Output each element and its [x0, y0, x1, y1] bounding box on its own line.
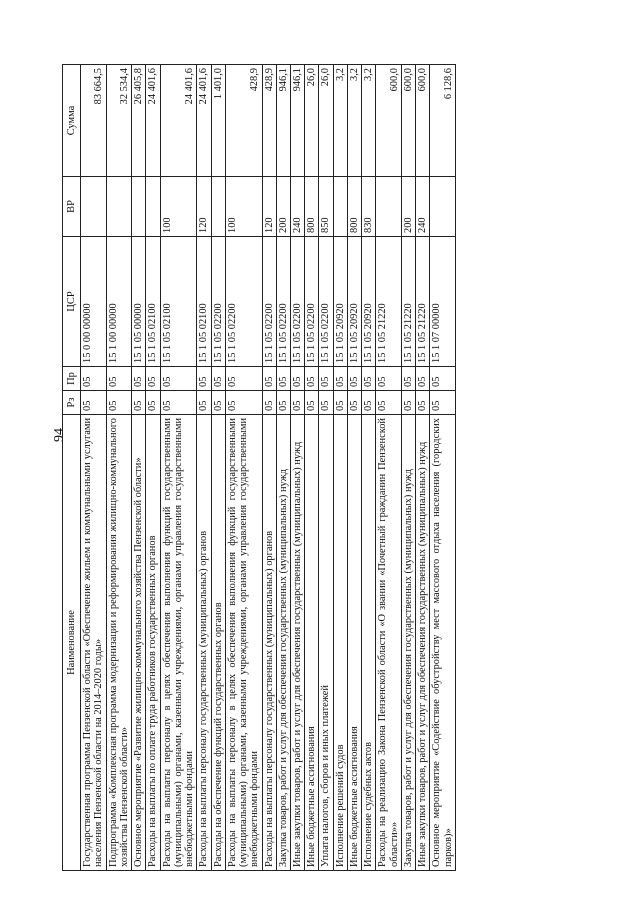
cell-pr: 05: [106, 367, 131, 391]
header-sum: Сумма: [63, 65, 81, 177]
cell-rz: 05: [347, 391, 361, 415]
cell-sum: 26 405,8: [132, 65, 146, 177]
cell-rz: 05: [401, 391, 415, 415]
cell-csr: 15 1 05 00000: [132, 237, 146, 367]
header-csr: ЦСР: [63, 237, 81, 367]
rotated-page: [62, 65, 578, 871]
cell-pr: 05: [347, 367, 361, 391]
cell-vr: [81, 177, 106, 237]
cell-pr: 05: [290, 367, 304, 391]
cell-rz: 05: [305, 391, 319, 415]
table-row: [376, 65, 401, 871]
cell-csr: 15 1 05 02200: [305, 237, 319, 367]
cell-name: Основное мероприятие «Содействие обустройству мест массового отдыха населения (городских парков)»: [430, 415, 455, 871]
table-row: [416, 65, 430, 871]
cell-pr: 05: [416, 367, 430, 391]
cell-pr: 05: [132, 367, 146, 391]
table-row: [197, 65, 211, 871]
cell-vr: [132, 177, 146, 237]
cell-vr: 200: [276, 177, 290, 237]
table-row: [146, 65, 160, 871]
cell-sum: 26,0: [319, 65, 333, 177]
table-row: [333, 65, 347, 871]
table-row: [81, 65, 106, 871]
cell-name: Расходы на выплаты по оплате труда работников государственных органов: [146, 415, 160, 871]
cell-csr: 15 1 05 20920: [362, 237, 376, 367]
cell-rz: 05: [225, 391, 262, 415]
cell-rz: 05: [81, 391, 106, 415]
cell-name: Расходы на выплаты персоналу государственных (муниципальных) органов: [197, 415, 211, 871]
cell-vr: 800: [305, 177, 319, 237]
cell-pr: 05: [225, 367, 262, 391]
cell-sum: 600,0: [401, 65, 415, 177]
cell-vr: [106, 177, 131, 237]
cell-rz: 05: [106, 391, 131, 415]
cell-pr: 05: [211, 367, 225, 391]
table-row: [430, 65, 455, 871]
cell-csr: 15 1 00 00000: [106, 237, 131, 367]
cell-rz: 05: [430, 391, 455, 415]
cell-csr: 15 1 05 20920: [333, 237, 347, 367]
cell-sum: 3,2: [362, 65, 376, 177]
table-row: [401, 65, 415, 871]
header-row: [63, 65, 81, 871]
header-rz: Рз: [63, 391, 81, 415]
cell-sum: 600,0: [376, 65, 401, 177]
table-row: [319, 65, 333, 871]
cell-name: Государственная программа Пензенской области «Обеспечение жильем и коммунальными услугами населения Пензенской области на 2014–2020 годы»: [81, 415, 106, 871]
cell-rz: 05: [333, 391, 347, 415]
cell-rz: 05: [376, 391, 401, 415]
cell-csr: 15 1 05 02100: [146, 237, 160, 367]
cell-pr: 05: [319, 367, 333, 391]
cell-vr: [211, 177, 225, 237]
budget-table: [62, 64, 456, 871]
cell-csr: 15 1 07 00000: [430, 237, 455, 367]
cell-vr: [376, 177, 401, 237]
cell-sum: 946,1: [290, 65, 304, 177]
cell-csr: 15 1 05 20920: [347, 237, 361, 367]
cell-name: Исполнение судебных актов: [362, 415, 376, 871]
cell-rz: 05: [362, 391, 376, 415]
cell-name: Исполнение решений судов: [333, 415, 347, 871]
cell-csr: 15 1 05 02200: [276, 237, 290, 367]
cell-pr: 05: [81, 367, 106, 391]
cell-sum: 32 534,4: [106, 65, 131, 177]
table-row: [132, 65, 146, 871]
cell-vr: 830: [362, 177, 376, 237]
cell-sum: 428,9: [262, 65, 276, 177]
cell-name: Иные бюджетные ассигнования: [305, 415, 319, 871]
cell-vr: 120: [197, 177, 211, 237]
page-number: 94: [52, 428, 67, 442]
cell-name: Расходы на выплаты персоналу государственных (муниципальных) органов: [262, 415, 276, 871]
cell-csr: 15 1 05 02200: [225, 237, 262, 367]
cell-pr: 05: [362, 367, 376, 391]
cell-pr: 05: [305, 367, 319, 391]
cell-sum: 24 401,6: [160, 65, 197, 177]
table-row: [362, 65, 376, 871]
cell-name: Основное мероприятие «Развитие жилищно-коммунального хозяйства Пензенской области»: [132, 415, 146, 871]
cell-csr: 15 1 05 21220: [376, 237, 401, 367]
cell-vr: [430, 177, 455, 237]
cell-rz: 05: [290, 391, 304, 415]
table-row: [106, 65, 131, 871]
header-vr: ВР: [63, 177, 81, 237]
cell-name: Закупка товаров, работ и услуг для обеспечения государственных (муниципальных) нужд: [276, 415, 290, 871]
cell-name: Расходы на обеспечение функций государственных органов: [211, 415, 225, 871]
cell-sum: 3,2: [347, 65, 361, 177]
cell-sum: 24 401,6: [146, 65, 160, 177]
cell-csr: 15 1 05 02200: [290, 237, 304, 367]
cell-rz: 05: [276, 391, 290, 415]
cell-name: Подпрограмма «Комплексная программа модернизации и реформирования жилищно-коммунального хозяйства Пензенской области»: [106, 415, 131, 871]
cell-rz: 05: [211, 391, 225, 415]
cell-vr: 100: [225, 177, 262, 237]
cell-vr: [146, 177, 160, 237]
cell-rz: 05: [197, 391, 211, 415]
table-row: [160, 65, 197, 871]
cell-sum: 24 401,6: [197, 65, 211, 177]
cell-name: Расходы на выплаты персоналу в целях обеспечения выполнения функций государственными (муниципальными) органами, казенными учреждениями, органами управления государственными внебюджетными фондами: [160, 415, 197, 871]
cell-pr: 05: [401, 367, 415, 391]
cell-rz: 05: [416, 391, 430, 415]
cell-rz: 05: [132, 391, 146, 415]
cell-rz: 05: [146, 391, 160, 415]
cell-vr: [333, 177, 347, 237]
cell-pr: 05: [262, 367, 276, 391]
cell-pr: 05: [160, 367, 197, 391]
cell-csr: 15 1 05 02200: [319, 237, 333, 367]
cell-name: Иные бюджетные ассигнования: [347, 415, 361, 871]
table-row: [225, 65, 262, 871]
table-row: [262, 65, 276, 871]
cell-rz: 05: [319, 391, 333, 415]
cell-vr: 120: [262, 177, 276, 237]
cell-pr: 05: [430, 367, 455, 391]
header-pr: Пр: [63, 367, 81, 391]
cell-vr: 200: [401, 177, 415, 237]
cell-vr: 240: [290, 177, 304, 237]
cell-sum: 600,0: [416, 65, 430, 177]
table-row: [290, 65, 304, 871]
cell-pr: 05: [146, 367, 160, 391]
cell-csr: 15 1 05 21220: [401, 237, 415, 367]
cell-csr: 15 1 05 02200: [211, 237, 225, 367]
cell-sum: 428,9: [225, 65, 262, 177]
cell-pr: 05: [376, 367, 401, 391]
header-name: Наименование: [63, 415, 81, 871]
cell-vr: 240: [416, 177, 430, 237]
cell-sum: 946,1: [276, 65, 290, 177]
cell-sum: 1 401,0: [211, 65, 225, 177]
cell-rz: 05: [262, 391, 276, 415]
cell-name: Уплата налогов, сборов и иных платежей: [319, 415, 333, 871]
cell-csr: 15 1 05 21220: [416, 237, 430, 367]
cell-name: Расходы на выплаты персоналу в целях обеспечения выполнения функций государственными (муниципальными) органами, казенными учреждениями, органами управления государственными внебюджетными фондами: [225, 415, 262, 871]
cell-csr: 15 1 05 02100: [197, 237, 211, 367]
cell-sum: 26,0: [305, 65, 319, 177]
cell-csr: 15 1 05 02200: [262, 237, 276, 367]
cell-name: Расходы на реализацию Закона Пензенской области «О звании «Почетный гражданин Пензенской области»»: [376, 415, 401, 871]
cell-rz: 05: [160, 391, 197, 415]
cell-sum: 83 664,5: [81, 65, 106, 177]
cell-sum: 6 128,6: [430, 65, 455, 177]
cell-pr: 05: [333, 367, 347, 391]
cell-name: Иные закупки товаров, работ и услуг для обеспечения государственных (муниципальных) нужд: [290, 415, 304, 871]
cell-name: Иные закупки товаров, работ и услуг для обеспечения государственных (муниципальных) нужд: [416, 415, 430, 871]
cell-sum: 3,2: [333, 65, 347, 177]
cell-pr: 05: [197, 367, 211, 391]
table-row: [347, 65, 361, 871]
cell-vr: 850: [319, 177, 333, 237]
cell-name: Закупка товаров, работ и услуг для обеспечения государственных (муниципальных) нужд: [401, 415, 415, 871]
cell-vr: 800: [347, 177, 361, 237]
cell-vr: 100: [160, 177, 197, 237]
table-row: [276, 65, 290, 871]
cell-csr: 15 0 00 00000: [81, 237, 106, 367]
table-row: [305, 65, 319, 871]
cell-pr: 05: [276, 367, 290, 391]
cell-csr: 15 1 05 02100: [160, 237, 197, 367]
table-row: [211, 65, 225, 871]
